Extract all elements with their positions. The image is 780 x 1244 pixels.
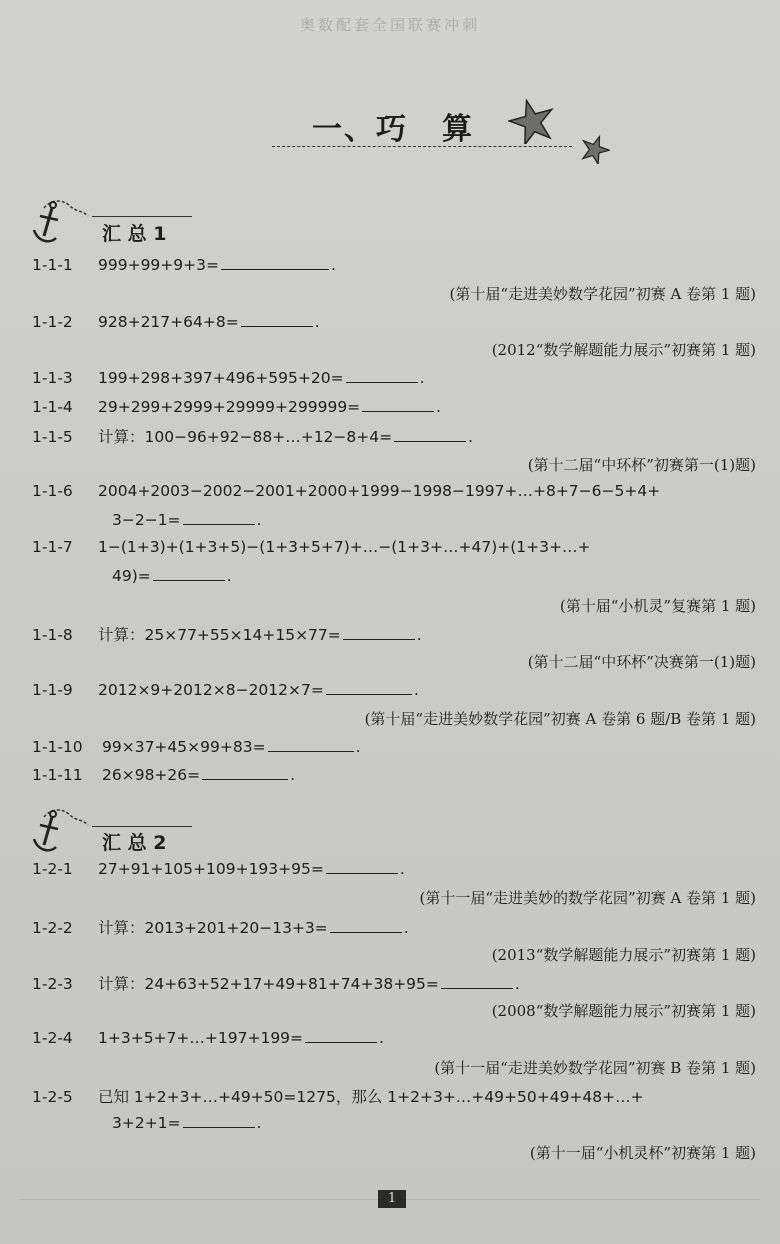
- problem-text: 99×37+45×99+83=: [102, 738, 266, 756]
- problem-1-1-5: 1-1-5 计算：100−96+92−88+…+12−8+4= .: [32, 428, 474, 446]
- problem-1-1-3: 1-1-3 199+298+397+496+595+20= .: [32, 369, 425, 387]
- problem-text: 26×98+26=: [102, 766, 201, 784]
- star-icon: [580, 134, 610, 164]
- problem-text: 已知 1+2+3+…+49+50=1275，那么 1+2+3+…+49+50+49+48+…+: [98, 1088, 644, 1106]
- problem-number: 1-1-3: [32, 369, 73, 387]
- answer-blank[interactable]: [343, 625, 415, 640]
- problem-source: (第十一届“走进美妙的数学花园”初赛 A 卷第 1 题): [419, 889, 756, 907]
- answer-blank[interactable]: [326, 859, 398, 874]
- chapter-title-part2: 算: [442, 112, 474, 147]
- problem-source: (第十一届“走进美妙数学花园”初赛 B 卷第 1 题): [434, 1059, 756, 1077]
- problem-1-1-7: [32, 538, 590, 556]
- problem-1-1-1: 1-1-1 999+99+9+3= .: [32, 256, 336, 274]
- section-label: 汇 总 1: [102, 223, 167, 245]
- problem-text: 计算：2013+201+20−13+3=: [98, 919, 328, 937]
- anchor-icon: [30, 805, 90, 855]
- problem-number: 1-1-6: [32, 482, 73, 500]
- problem-number: 1-2-2: [32, 919, 73, 937]
- problem-1-1-6: [32, 482, 660, 500]
- chapter-title-part1: 一、巧: [312, 112, 408, 147]
- problem-1-1-2: 1-1-2 928+217+64+8= .: [32, 313, 320, 331]
- problem-1-2-3: 1-2-3 计算：24+63+52+17+49+81+74+38+95= .: [32, 975, 520, 993]
- problem-number: 1-2-3: [32, 975, 73, 993]
- problem-number: 1-1-5: [32, 428, 73, 446]
- answer-blank[interactable]: [346, 368, 418, 383]
- problem-number: 1-1-10: [32, 738, 83, 756]
- section-underline: [92, 826, 192, 827]
- problem-1-1-9: 1-1-9 2012×9+2012×8−2012×7= .: [32, 681, 419, 699]
- chapter-title: [312, 104, 474, 148]
- title-dashed-rule: [272, 146, 572, 147]
- problem-number: 1-1-8: [32, 626, 73, 644]
- problem-text: 1+3+5+7+…+197+199=: [98, 1029, 304, 1047]
- problem-1-1-10: 1-1-10 99×37+45×99+83= .: [32, 738, 361, 756]
- problem-source: (第十届“走进美妙数学花园”初赛 A 卷第 1 题): [449, 285, 756, 303]
- problem-source: (2013“数学解题能力展示”初赛第 1 题): [491, 946, 756, 964]
- problem-source: (2008“数学解题能力展示”初赛第 1 题): [491, 1002, 756, 1020]
- problem-source: (第十届“小机灵”复赛第 1 题): [559, 597, 756, 615]
- problem-1-2-1: 1-2-1 27+91+105+109+193+95= .: [32, 860, 405, 878]
- section-label: 汇 总 2: [102, 832, 167, 854]
- problem-continuation: 49)= .: [112, 567, 232, 585]
- problem-text: 2012×9+2012×8−2012×7=: [98, 681, 324, 699]
- section-underline: [92, 216, 192, 217]
- problem-source: (第十届“走进美妙数学花园”初赛 A 卷第 6 题/B 卷第 1 题): [364, 710, 756, 728]
- problem-1-1-4: 1-1-4 29+299+2999+29999+299999= .: [32, 398, 442, 416]
- problem-text: 2004+2003−2002−2001+2000+1999−1998−1997+…+8+7−6−5+4+: [98, 482, 661, 500]
- problem-number: 1-1-1: [32, 256, 73, 274]
- problem-1-2-2: 1-2-2 计算：2013+201+20−13+3= .: [32, 919, 409, 937]
- problem-text: 27+91+105+109+193+95=: [98, 860, 324, 878]
- problem-number: 1-1-2: [32, 313, 73, 331]
- problem-text: 999+99+9+3=: [98, 256, 219, 274]
- answer-blank[interactable]: [268, 737, 354, 752]
- answer-blank[interactable]: [153, 566, 225, 581]
- running-header: 奥数配套全国联赛冲刺: [300, 16, 481, 34]
- answer-blank[interactable]: [202, 765, 288, 780]
- problem-1-2-5: [32, 1085, 644, 1107]
- problem-source: (第十二届“中环杯”决赛第一(1)题): [527, 653, 756, 671]
- answer-blank[interactable]: [221, 255, 329, 270]
- problem-text: 199+298+397+496+595+20=: [98, 369, 344, 387]
- answer-blank[interactable]: [183, 1113, 255, 1128]
- problem-text: 计算：25×77+55×14+15×77=: [98, 626, 341, 644]
- section-header-1: [30, 196, 166, 246]
- problem-continuation: 3+2+1= .: [112, 1114, 262, 1132]
- page-number: 1: [378, 1190, 406, 1208]
- answer-blank[interactable]: [183, 510, 255, 525]
- problem-source: (第十二届“中环杯”初赛第一(1)题): [527, 456, 756, 474]
- problem-1-2-4: 1-2-4 1+3+5+7+…+197+199= .: [32, 1029, 384, 1047]
- problem-text: 计算：24+63+52+17+49+81+74+38+95=: [98, 975, 439, 993]
- answer-blank[interactable]: [362, 397, 434, 412]
- problem-text: 计算：100−96+92−88+…+12−8+4=: [98, 428, 393, 446]
- anchor-icon: [30, 196, 90, 246]
- answer-blank[interactable]: [241, 312, 313, 327]
- problem-source: (2012“数学解题能力展示”初赛第 1 题): [491, 341, 756, 359]
- problem-number: 1-2-5: [32, 1088, 73, 1106]
- problem-text: 928+217+64+8=: [98, 313, 239, 331]
- answer-blank[interactable]: [394, 427, 466, 442]
- answer-blank[interactable]: [330, 918, 402, 933]
- problem-number: 1-1-7: [32, 538, 73, 556]
- answer-blank[interactable]: [326, 680, 412, 695]
- problem-source: (第十一届“小机灵杯”初赛第 1 题): [529, 1144, 756, 1162]
- section-header-2: [30, 805, 166, 855]
- problem-number: 1-1-11: [32, 766, 83, 784]
- problem-number: 1-2-4: [32, 1029, 73, 1047]
- problem-1-1-8: 1-1-8 计算：25×77+55×14+15×77= .: [32, 626, 422, 644]
- problem-number: 1-1-9: [32, 681, 73, 699]
- answer-blank[interactable]: [305, 1028, 377, 1043]
- star-icon: [508, 98, 556, 144]
- problem-1-1-11: 1-1-11 26×98+26= .: [32, 766, 296, 784]
- problem-number: 1-2-1: [32, 860, 73, 878]
- problem-text: 29+299+2999+29999+299999=: [98, 398, 361, 416]
- problem-text: 1−(1+3)+(1+3+5)−(1+3+5+7)+…−(1+3+…+47)+(1+3+…+: [98, 538, 591, 556]
- problem-number: 1-1-4: [32, 398, 73, 416]
- answer-blank[interactable]: [441, 974, 513, 989]
- problem-continuation: 3−2−1= .: [112, 511, 262, 529]
